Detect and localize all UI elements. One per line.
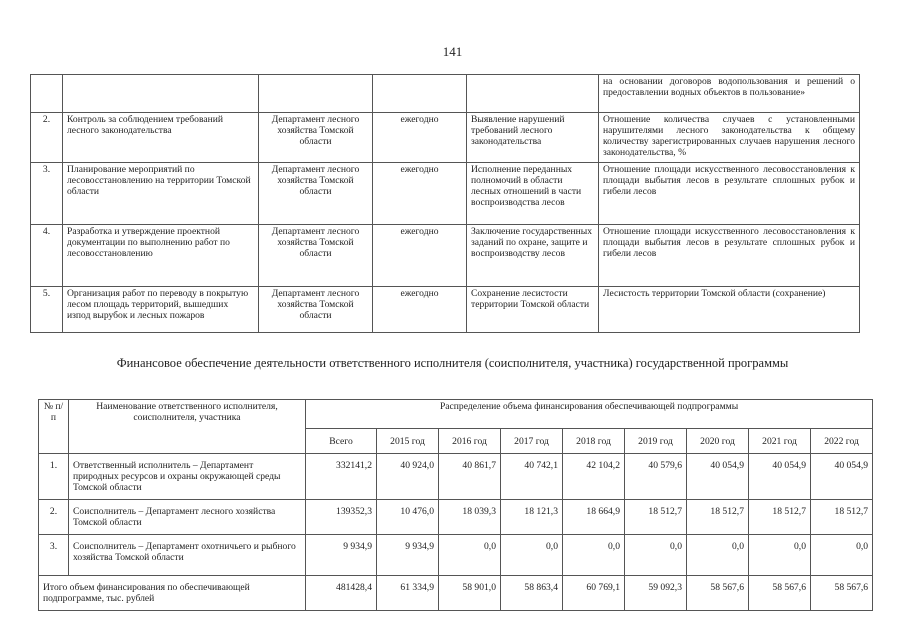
activity-period: ежегодно	[373, 225, 467, 287]
header-num: № п/п	[39, 400, 69, 454]
activity-period: ежегодно	[373, 113, 467, 163]
activity-period: ежегодно	[373, 287, 467, 333]
activity-indicator: на основании договоров водопользования и решений о предоставлении водных объектов в пользование»	[599, 75, 860, 113]
row-value: 0,0	[749, 535, 811, 576]
header-year: Всего	[306, 429, 377, 454]
row-value: 40 579,6	[625, 454, 687, 500]
finance-table	[38, 399, 873, 611]
total-value: 481428,4	[306, 576, 377, 611]
activity-indicator: Отношение площади искусственного лесовосстановления к площади выбытия лесов в результате сплошных рубок и гибели лесов	[599, 225, 860, 287]
activity-executor: Департамент лесного хозяйства Томской области	[259, 225, 373, 287]
activity-executor: Департамент лесного хозяйства Томской области	[259, 113, 373, 163]
row-name: Соисполнитель – Департамент охотничьего и рыбного хозяйства Томской области	[69, 535, 306, 576]
activity-num: 5.	[31, 287, 63, 333]
page-number: 141	[442, 44, 463, 59]
activity-result: Заключение государственных заданий по охране, защите и воспроизводству лесов	[467, 225, 599, 287]
total-value: 58 901,0	[439, 576, 501, 611]
row-value: 40 054,9	[811, 454, 873, 500]
activity-period	[373, 75, 467, 113]
row-value: 9 934,9	[377, 535, 439, 576]
row-value: 40 861,7	[439, 454, 501, 500]
finance-row	[39, 500, 873, 535]
row-value: 0,0	[687, 535, 749, 576]
activity-result: Выявление нарушений требований лесного законодательства	[467, 113, 599, 163]
row-value: 10 476,0	[377, 500, 439, 535]
total-name: Итого объем финансирования по обеспечивающей подпрограмме, тыс. рублей	[39, 576, 306, 611]
row-value: 0,0	[625, 535, 687, 576]
total-value: 58 567,6	[811, 576, 873, 611]
activity-name: Контроль за соблюдением требований лесного законодательства	[63, 113, 259, 163]
activities-table	[30, 74, 860, 333]
total-value: 58 863,4	[501, 576, 563, 611]
activity-num	[31, 75, 63, 113]
activity-result: Исполнение переданных полномочий в области лесных отношений в части воспроизводства лесов	[467, 163, 599, 225]
header-year: 2017 год	[501, 429, 563, 454]
activity-num: 4.	[31, 225, 63, 287]
row-value: 139352,3	[306, 500, 377, 535]
row-value: 42 104,2	[563, 454, 625, 500]
row-value: 18 512,7	[811, 500, 873, 535]
activity-result: Сохранение лесистости территории Томской области	[467, 287, 599, 333]
row-value: 40 054,9	[687, 454, 749, 500]
header-year: 2022 год	[811, 429, 873, 454]
total-value: 61 334,9	[377, 576, 439, 611]
activity-num: 3.	[31, 163, 63, 225]
activity-name: Организация работ по переводу в покрытую лесом площадь территорий, вышедших изпод вырубок и лесных пожаров	[63, 287, 259, 333]
row-value: 18 512,7	[749, 500, 811, 535]
total-value: 58 567,6	[749, 576, 811, 611]
header-year: 2016 год	[439, 429, 501, 454]
activity-result	[467, 75, 599, 113]
activity-executor	[259, 75, 373, 113]
row-value: 18 121,3	[501, 500, 563, 535]
activity-row	[31, 113, 860, 163]
row-value: 40 742,1	[501, 454, 563, 500]
activity-executor: Департамент лесного хозяйства Томской области	[259, 287, 373, 333]
row-value: 18 039,3	[439, 500, 501, 535]
activity-row	[31, 163, 860, 225]
activity-row	[31, 75, 860, 113]
finance-row	[39, 454, 873, 500]
row-value: 18 512,7	[625, 500, 687, 535]
activity-row	[31, 287, 860, 333]
activity-name	[63, 75, 259, 113]
row-num: 3.	[39, 535, 69, 576]
header-year: 2019 год	[625, 429, 687, 454]
header-distribution: Распределение объема финансирования обеспечивающей подпрограммы	[306, 400, 873, 429]
activity-indicator: Отношение площади искусственного лесовосстановления к площади выбытия лесов в результате сплошных рубок и гибели лесов	[599, 163, 860, 225]
row-num: 1.	[39, 454, 69, 500]
finance-total-row	[39, 576, 873, 611]
activity-name: Планирование мероприятий по лесовосстановлению на территории Томской области	[63, 163, 259, 225]
header-year: 2018 год	[563, 429, 625, 454]
section-title: Финансовое обеспечение деятельности ответственного исполнителя (соисполнителя, участника) государственной программы	[116, 356, 789, 370]
activity-period: ежегодно	[373, 163, 467, 225]
row-value: 0,0	[563, 535, 625, 576]
row-name: Ответственный исполнитель – Департамент природных ресурсов и охраны окружающей среды Томской области	[69, 454, 306, 500]
row-value: 0,0	[501, 535, 563, 576]
activity-row	[31, 225, 860, 287]
header-year: 2020 год	[687, 429, 749, 454]
activity-name: Разработка и утверждение проектной документации по выполнению работ по лесовосстановлению	[63, 225, 259, 287]
header-year: 2015 год	[377, 429, 439, 454]
row-value: 40 924,0	[377, 454, 439, 500]
row-value: 0,0	[439, 535, 501, 576]
activity-num: 2.	[31, 113, 63, 163]
row-name: Соисполнитель – Департамент лесного хозяйства Томской области	[69, 500, 306, 535]
finance-header-row	[39, 400, 873, 429]
row-value: 18 512,7	[687, 500, 749, 535]
activity-executor: Департамент лесного хозяйства Томской области	[259, 163, 373, 225]
row-num: 2.	[39, 500, 69, 535]
row-value: 9 934,9	[306, 535, 377, 576]
row-value: 18 664,9	[563, 500, 625, 535]
row-value: 332141,2	[306, 454, 377, 500]
activity-indicator: Отношение количества случаев с установленными нарушителями лесного законодательства к общему количеству зарегистрированных случаев нарушения лесного законодательства, %	[599, 113, 860, 163]
row-value: 0,0	[811, 535, 873, 576]
row-value: 40 054,9	[749, 454, 811, 500]
activity-indicator: Лесистость территории Томской области (сохранение)	[599, 287, 860, 333]
total-value: 58 567,6	[687, 576, 749, 611]
total-value: 59 092,3	[625, 576, 687, 611]
header-name: Наименование ответственного исполнителя, соисполнителя, участника	[69, 400, 306, 454]
header-year: 2021 год	[749, 429, 811, 454]
finance-row	[39, 535, 873, 576]
total-value: 60 769,1	[563, 576, 625, 611]
